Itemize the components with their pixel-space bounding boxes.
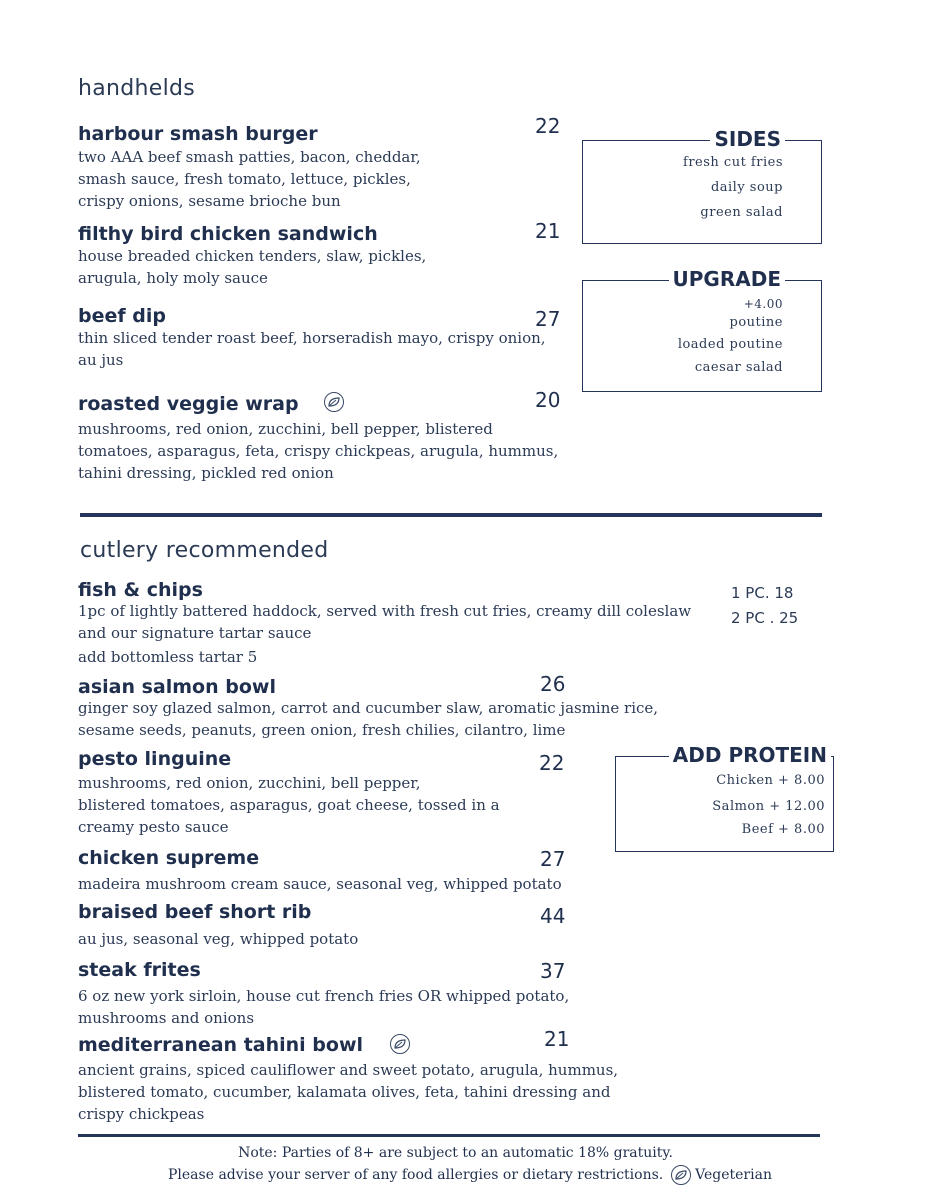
leaf-icon <box>324 392 344 412</box>
item-desc-braised-beef-short-rib <box>78 928 358 950</box>
desc-line: au jus <box>78 351 124 369</box>
footer-note-gratuity: Note: Parties of 8+ are subject to an automatic 18% gratuity. <box>238 1145 673 1161</box>
desc-line: blistered tomato, cucumber, kalamata olives, feta, tahini dressing and <box>78 1083 611 1101</box>
desc-line: madeira mushroom cream sauce, seasonal veg, whipped potato <box>78 875 562 893</box>
desc-line: creamy pesto sauce <box>78 818 229 836</box>
sides-item: green salad <box>700 205 783 220</box>
item-price-steak-frites: 37 <box>540 959 566 983</box>
section-title-handhelds: handhelds <box>78 76 196 101</box>
item-desc-harbour-smash-burger <box>78 146 421 212</box>
item-name-filthy-bird: filthy bird chicken sandwich <box>78 223 378 245</box>
item-name-mediterranean-tahini-bowl: mediterranean tahini bowl <box>78 1034 364 1056</box>
upgrade-item: poutine <box>729 315 783 330</box>
item-desc-roasted-veggie-wrap <box>78 418 558 484</box>
desc-line: crispy chickpeas <box>78 1105 205 1123</box>
item-price-harbour-smash-burger: 22 <box>535 114 561 138</box>
item-desc-beef-dip <box>78 327 546 371</box>
desc-line: 6 oz new york sirloin, house cut french fries OR whipped potato, <box>78 987 570 1005</box>
item-price-pesto-linguine: 22 <box>539 751 565 775</box>
desc-line: ginger soy glazed salmon, carrot and cucumber slaw, aromatic jasmine rice, <box>78 699 659 717</box>
add-protein-item: Chicken + 8.00 <box>716 773 825 788</box>
item-name-fish-chips: fish & chips <box>78 579 203 601</box>
upgrade-item: caesar salad <box>694 360 783 375</box>
desc-line: house breaded chicken tenders, slaw, pickles, <box>78 247 427 265</box>
section-divider <box>80 513 822 517</box>
item-name-asian-salmon-bowl: asian salmon bowl <box>78 676 276 698</box>
item-name-beef-dip: beef dip <box>78 305 166 327</box>
footer-note-allergies <box>168 1165 772 1185</box>
desc-line: crispy onions, sesame brioche bun <box>78 192 341 210</box>
item-name-harbour-smash-burger: harbour smash burger <box>78 123 318 145</box>
fish-chips-price-2pc: 2 PC . 25 <box>731 609 799 627</box>
item-name-steak-frites: steak frites <box>78 959 201 981</box>
sides-item: daily soup <box>710 180 783 195</box>
item-price-beef-dip: 27 <box>535 307 561 331</box>
desc-line: ancient grains, spiced cauliflower and sweet potato, arugula, hummus, <box>78 1061 619 1079</box>
desc-line: mushrooms, red onion, zucchini, bell pepper, blistered <box>78 420 493 438</box>
desc-line: 1pc of lightly battered haddock, served with fresh cut fries, creamy dill coleslaw <box>78 602 692 620</box>
add-protein-box <box>615 743 834 852</box>
item-price-chicken-supreme: 27 <box>540 847 566 871</box>
item-desc-pesto-linguine <box>78 772 500 838</box>
upgrade-item: loaded poutine <box>677 337 783 352</box>
item-price-braised-beef-short-rib: 44 <box>540 904 566 928</box>
item-price-filthy-bird: 21 <box>535 219 561 243</box>
item-desc-mediterranean-tahini-bowl <box>78 1059 618 1125</box>
fish-chips-addon: add bottomless tartar 5 <box>78 648 258 666</box>
section-title-cutlery: cutlery recommended <box>80 538 329 563</box>
item-name-roasted-veggie-wrap: roasted veggie wrap <box>78 393 299 415</box>
item-price-roasted-veggie-wrap: 20 <box>535 388 561 412</box>
desc-line: two AAA beef smash patties, bacon, cheddar, <box>78 148 421 166</box>
footer-veg-label: Vegeterian <box>695 1167 772 1183</box>
item-price-mediterranean-tahini-bowl: 21 <box>544 1027 570 1051</box>
desc-line: thin sliced tender roast beef, horseradish mayo, crispy onion, <box>78 329 546 347</box>
leaf-icon <box>390 1034 410 1054</box>
item-name-pesto-linguine: pesto linguine <box>78 748 232 770</box>
desc-line: mushrooms and onions <box>78 1009 255 1027</box>
footer-note-allergies-text: Please advise your server of any food allergies or dietary restrictions. <box>168 1167 664 1183</box>
footer-divider <box>78 1134 820 1137</box>
fish-chips-price-1pc: 1 PC. 18 <box>731 584 794 602</box>
desc-line: sesame seeds, peanuts, green onion, fresh chilies, cilantro, lime <box>78 721 566 739</box>
item-desc-fish-chips <box>78 600 691 668</box>
add-protein-title: ADD PROTEIN <box>669 743 831 767</box>
desc-line: arugula, holy moly sauce <box>78 269 268 287</box>
upgrade-price: +4.00 <box>743 297 783 311</box>
item-desc-asian-salmon-bowl <box>78 697 658 741</box>
item-desc-chicken-supreme <box>78 873 562 895</box>
desc-line: mushrooms, red onion, zucchini, bell pepper, <box>78 774 421 792</box>
item-name-braised-beef-short-rib: braised beef short rib <box>78 901 312 923</box>
desc-line: blistered tomatoes, asparagus, goat cheese, tossed in a <box>78 796 500 814</box>
item-desc-steak-frites <box>78 985 569 1029</box>
desc-line: tomatoes, asparagus, feta, crispy chickpeas, arugula, hummus, <box>78 442 559 460</box>
add-protein-item: Beef + 8.00 <box>741 822 825 837</box>
desc-line: and our signature tartar sauce <box>78 624 312 642</box>
upgrade-box <box>582 267 822 392</box>
sides-title: SIDES <box>710 127 785 151</box>
upgrade-title: UPGRADE <box>669 267 785 291</box>
desc-line: tahini dressing, pickled red onion <box>78 464 334 482</box>
desc-line: smash sauce, fresh tomato, lettuce, pickles, <box>78 170 411 188</box>
sides-box <box>582 127 822 244</box>
item-name-chicken-supreme: chicken supreme <box>78 847 260 869</box>
sides-item: fresh cut fries <box>683 155 783 170</box>
leaf-icon <box>671 1165 691 1185</box>
item-price-asian-salmon-bowl: 26 <box>540 672 566 696</box>
desc-line: au jus, seasonal veg, whipped potato <box>78 930 359 948</box>
item-desc-filthy-bird <box>78 245 426 289</box>
add-protein-item: Salmon + 12.00 <box>712 799 825 814</box>
